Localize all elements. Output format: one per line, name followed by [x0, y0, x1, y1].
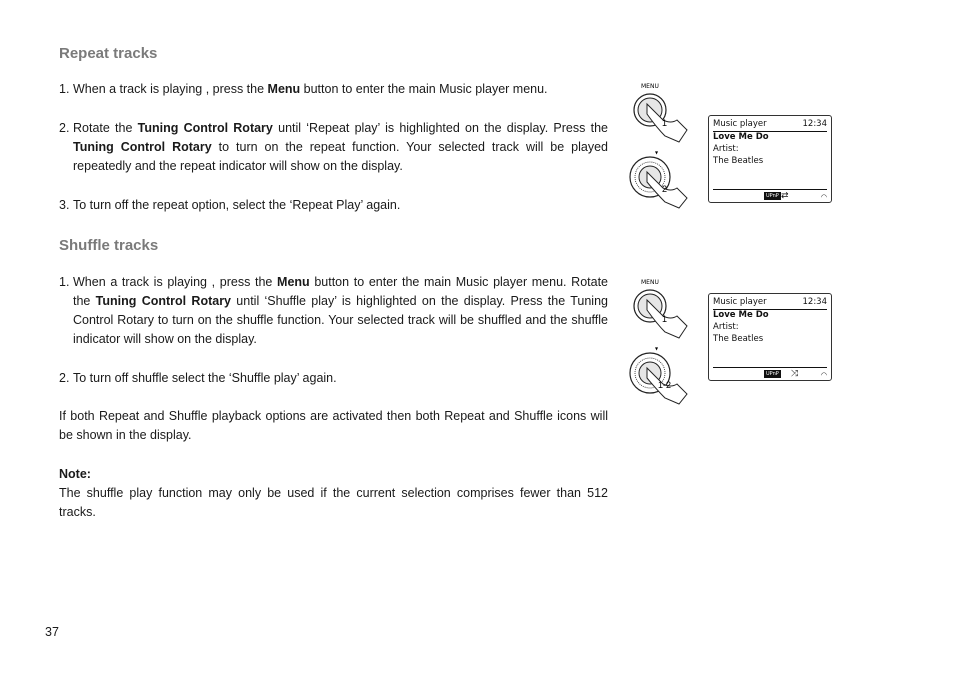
shuffle-step-1: 1. When a track is playing , press the Menu button to enter the main Music player menu. Rotate the Tuning Control Rotary until ‘Shuffle play’ is highlighted on the display. Press the Tuning Control Rotary to turn on the shuffle function. Your selected track will be shuffled and the shuffle indicator will show on the display.: [59, 275, 609, 346]
wifi-signal-icon: ◠: [820, 371, 827, 379]
lcd-time: 12:34: [802, 119, 827, 129]
repeat-figure-controls: [625, 80, 695, 210]
page-number: 37: [45, 625, 59, 639]
menu-button-label: MENU: [641, 83, 659, 90]
shuffle-lcd-display: [708, 293, 832, 381]
shuffle-icon: ⤨: [791, 369, 799, 379]
repeat-step-3: 3. To turn off the repeat option, select the ‘Repeat Play’ again.: [59, 198, 401, 212]
repeat-icon: ⇄: [781, 191, 789, 201]
wifi-signal-icon: ◠: [820, 193, 827, 201]
lcd-track: Love Me Do: [713, 132, 769, 142]
repeat-lcd-display: [708, 115, 832, 203]
repeat-heading: Repeat tracks: [59, 45, 158, 62]
lcd-title: Music player: [713, 297, 767, 307]
callout-2: 2: [662, 184, 668, 194]
select-label-icon: ▼: [655, 346, 659, 351]
shuffle-figure-controls: [625, 276, 695, 406]
lcd-title: Music player: [713, 119, 767, 129]
menu-button-label: MENU: [641, 279, 659, 286]
shuffle-heading: Shuffle tracks: [59, 237, 159, 254]
lcd-track: Love Me Do: [713, 310, 769, 320]
note-title: Note:: [59, 467, 91, 481]
callout-1: 1: [662, 118, 668, 128]
callout-1-2: 1-2: [658, 380, 672, 390]
note-text: The shuffle play function may only be used if the current selection comprises fewer than 512 tracks.: [59, 486, 608, 519]
lcd-artist-label: Artist:: [713, 144, 739, 154]
upnp-badge: UPnP: [766, 371, 779, 377]
shuffle-step-2: 2. To turn off shuffle select the ‘Shuffle play’ again.: [59, 371, 337, 385]
repeat-step-2: 2. Rotate the Tuning Control Rotary until ‘Repeat play’ is highlighted on the display. Press the Tuning Control Rotary to turn on the repeat function. Your selected track will be played repeatedly and the repeat indicator will show on the display.: [59, 121, 608, 173]
both-options-note: If both Repeat and Shuffle playback options are activated then both Repeat and Shuffle icons will be shown in the display.: [59, 409, 608, 442]
lcd-artist: The Beatles: [713, 156, 764, 166]
lcd-artist-label: Artist:: [713, 322, 739, 332]
select-label-icon: ▼: [655, 150, 659, 155]
upnp-badge: UPnP: [766, 193, 779, 199]
callout-1: 1: [662, 314, 668, 324]
lcd-artist: The Beatles: [713, 334, 764, 344]
lcd-time: 12:34: [802, 297, 827, 307]
repeat-step-1: 1. When a track is playing , press the Menu button to enter the main Music player menu.: [59, 82, 548, 96]
